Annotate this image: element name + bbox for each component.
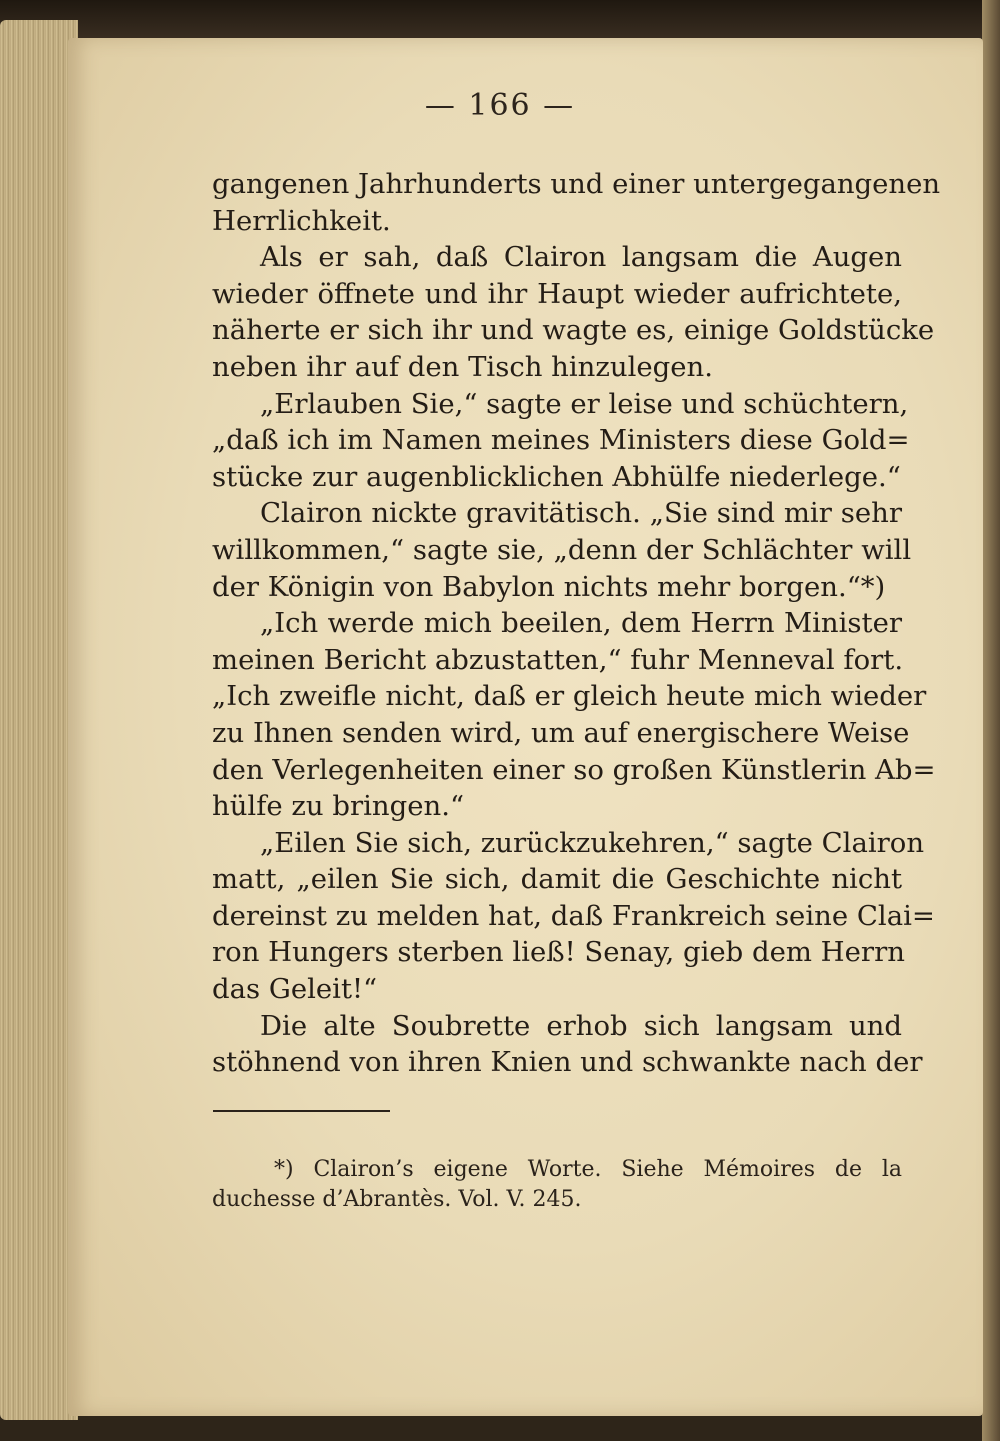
text-line: willkommen,“ sagte sie, „denn der Schlächter will bbox=[212, 533, 912, 566]
page-stack-edge bbox=[0, 20, 78, 1420]
text-line: ron Hungers sterben ließ! Senay, gieb dem Herrn bbox=[212, 936, 905, 969]
text-line: hülfe zu bringen.“ bbox=[212, 790, 464, 823]
footnote-line: *) Clairon’s eigene Worte. Siehe Mémoires de la bbox=[274, 1157, 902, 1182]
text-line: „Eilen Sie sich, zurückzukehren,“ sagte Clairon bbox=[260, 826, 925, 859]
book-right-edge bbox=[982, 0, 1000, 1441]
text-line: Die alte Soubrette erhob sich langsam und bbox=[260, 1009, 902, 1042]
text-line: matt, „eilen Sie sich, damit die Geschichte nicht bbox=[212, 863, 902, 896]
text-line: neben ihr auf den Tisch hinzulegen. bbox=[212, 350, 713, 383]
text-line: stöhnend von ihren Knien und schwankte nach der bbox=[212, 1046, 923, 1079]
text-line: den Verlegenheiten einer so großen Künstlerin Ab= bbox=[212, 753, 936, 786]
page-number: — 166 — bbox=[424, 88, 576, 123]
body-text bbox=[212, 166, 941, 1081]
text-line: Als er sah, daß Clairon langsam die Augen bbox=[260, 241, 902, 274]
text-line: das Geleit!“ bbox=[212, 973, 378, 1006]
text-line: dereinst zu melden hat, daß Frankreich seine Clai= bbox=[212, 899, 935, 932]
text-line: der Königin von Babylon nichts mehr borgen.“*) bbox=[212, 570, 886, 603]
text-line: stücke zur augenblicklichen Abhülfe niederlege.“ bbox=[212, 460, 901, 493]
text-line: Herrlichkeit. bbox=[212, 204, 391, 237]
text-line: Clairon nickte gravitätisch. „Sie sind mir sehr bbox=[260, 497, 902, 530]
text-line: näherte er sich ihr und wagte es, einige Goldstücke bbox=[212, 314, 935, 347]
footnote bbox=[212, 1155, 902, 1215]
text-line: meinen Bericht abzustatten,“ fuhr Menneval fort. bbox=[212, 643, 904, 676]
text-line: zu Ihnen senden wird, um auf energischere Weise bbox=[212, 716, 910, 749]
text-line: wieder öffnete und ihr Haupt wieder aufrichtete, bbox=[212, 277, 902, 310]
text-line: „Ich zweifle nicht, daß er gleich heute mich wieder bbox=[212, 680, 927, 713]
book-top-edge bbox=[0, 0, 1000, 42]
text-line: gangenen Jahrhunderts und einer untergegangenen bbox=[212, 168, 941, 200]
footnote-rule bbox=[213, 1110, 390, 1112]
text-line: „Erlauben Sie,“ sagte er leise und schüchtern, bbox=[260, 387, 909, 420]
text-line: „Ich werde mich beeilen, dem Herrn Minister bbox=[260, 607, 902, 640]
text-line: „daß ich im Namen meines Ministers diese Gold= bbox=[212, 424, 910, 457]
footnote-line: duchesse d’Abrantès. Vol. V. 245. bbox=[212, 1187, 582, 1212]
